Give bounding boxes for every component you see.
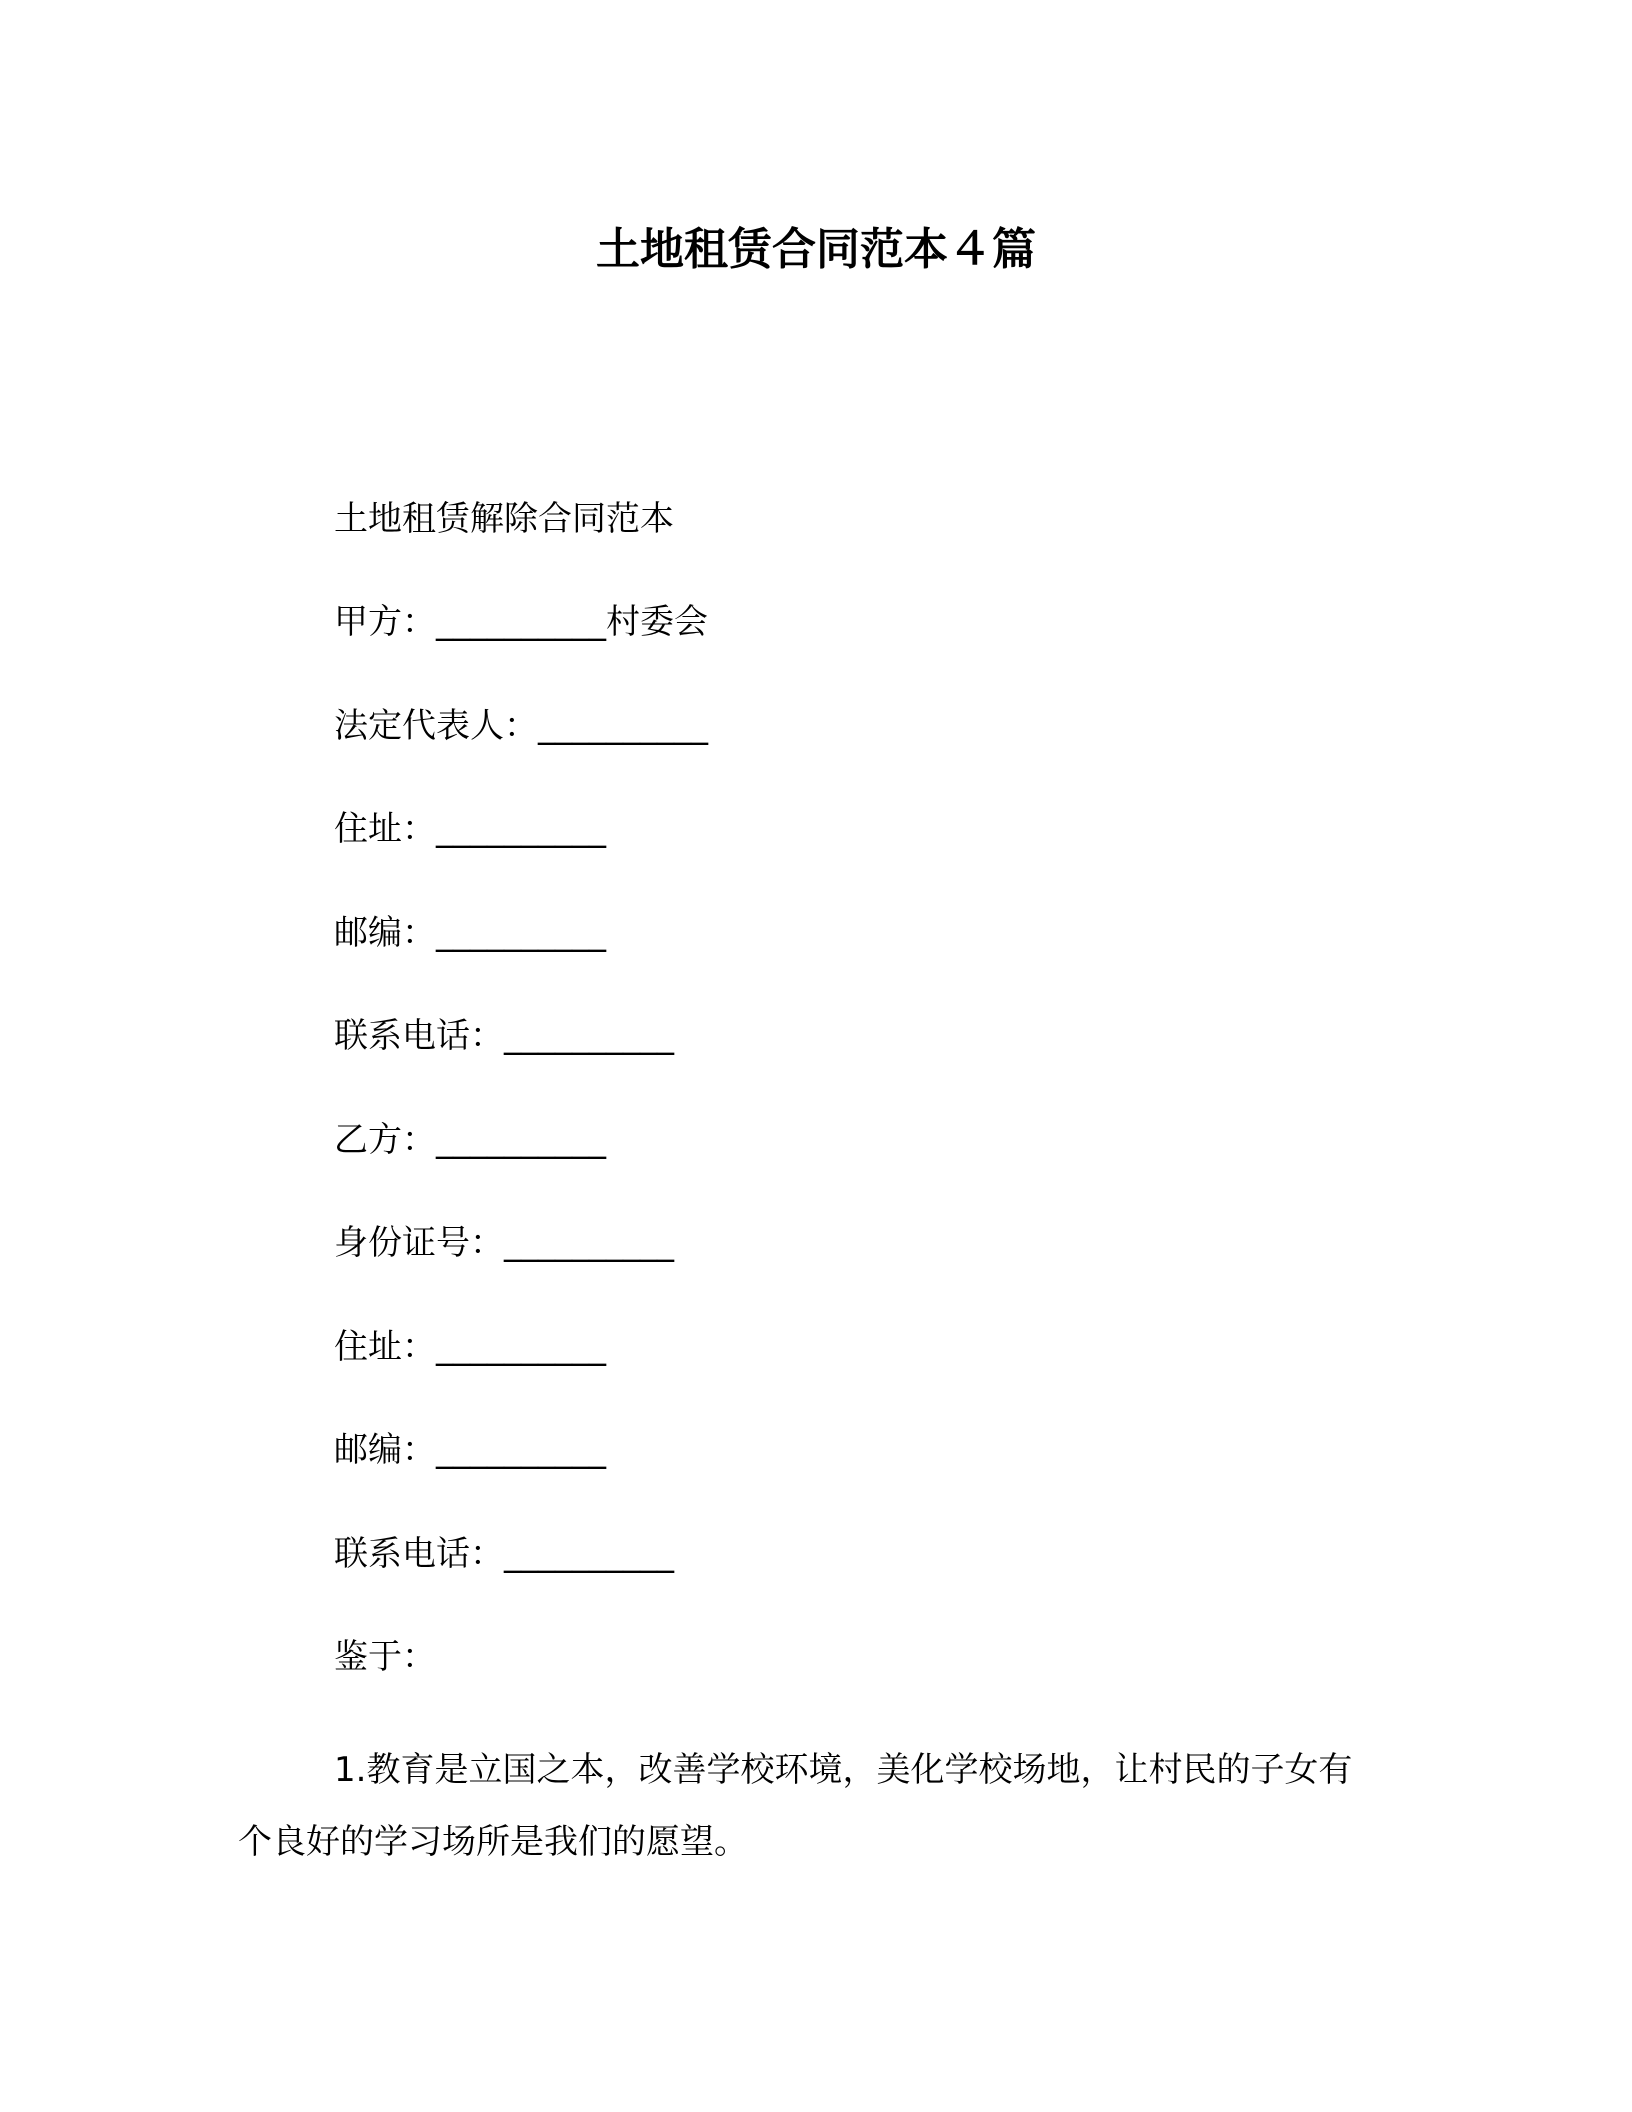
legal-representative-line: 法定代表人：__________ — [334, 706, 708, 746]
party-a-postcode-line: 邮编：__________ — [334, 913, 606, 953]
party-a-address-line: 住址：__________ — [334, 809, 606, 849]
party-b-line: 乙方：__________ — [334, 1120, 606, 1160]
party-b-phone-line: 联系电话：__________ — [334, 1534, 674, 1574]
party-a-line: 甲方：__________村委会 — [334, 602, 708, 642]
party-b-address-line: 住址：__________ — [334, 1327, 606, 1367]
party-b-postcode-line: 邮编：__________ — [334, 1430, 606, 1470]
document-title: 土地租赁合同范本４篇 — [596, 224, 1036, 275]
clause-1-paragraph: 1.教育是立国之本，改善学校环境，美化学校场地，让村民的子女有个良好的学习场所是我们的愿望。 — [238, 1750, 1353, 1862]
contract-subtitle: 土地租赁解除合同范本 — [334, 499, 674, 539]
party-a-phone-line: 联系电话：__________ — [334, 1016, 674, 1056]
whereas-heading: 鉴于： — [334, 1637, 436, 1677]
party-b-id-line: 身份证号：__________ — [334, 1223, 674, 1263]
